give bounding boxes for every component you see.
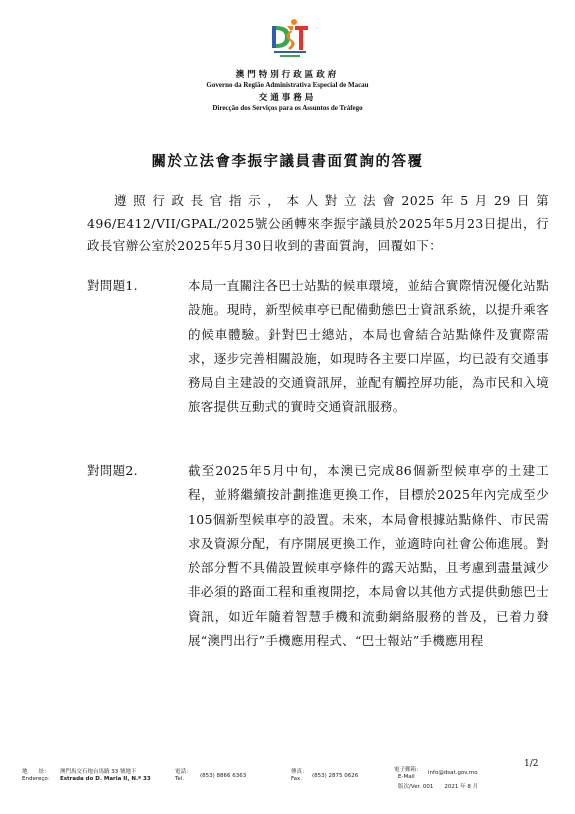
department-name-pt: Direcção dos Serviços para os Assuntos de Tráfego <box>212 104 363 112</box>
version-info: 版次/Ver. 001 2021 年 8 月 <box>398 784 479 790</box>
email-label: 電子郵箱： <box>394 767 422 773</box>
dsat-logo <box>270 18 310 60</box>
tel-label-pt: Tel. <box>175 776 185 782</box>
letterhead <box>0 70 575 113</box>
answer-2 <box>87 459 549 653</box>
email-label-pt: E-Mail <box>398 774 415 780</box>
address-zh: 澳門馬交石炮台馬路 33 號地下 <box>60 769 137 775</box>
tel-label: 電話： <box>175 769 192 775</box>
intro-text: 遵照行政長官指示，本人對立法會2025年5月29日第496/E412/VII/GPAL/2025號公函轉來李振宇議員於2025年5月23日提出，行政長官辦公室於2025年5月30日收到的書面質詢，回覆如下： <box>87 193 549 253</box>
footer <box>0 765 575 795</box>
address-label-pt: Endereço： <box>22 776 54 782</box>
email-address[interactable]: info@dsat.gov.mo <box>428 770 478 776</box>
government-name-pt: Governo da Região Administrativa Especial de Macau <box>206 81 369 89</box>
answer-1 <box>87 274 549 420</box>
page-number: 1/2 <box>524 759 539 769</box>
address-label: 地 址： <box>22 769 50 775</box>
answer-1-label: 對問題1. <box>87 278 138 293</box>
government-name-zh: 澳門特別行政區政府 <box>235 70 340 80</box>
answer-2-text: 截至2025年5月中旬，本澳已完成86個新型候車亭的土建工程，並將繼續按計劃推進更換工作，目標於2025年內完成至少105個新型候車亭的設置。未來，本局會根據站點條件、市民需求及資源分配，有序開展更換工作，並適時向社會公佈進展。對於部分暫不具備設置候車亭條件的露天站點，且考慮到盡量減少非必須的路面工程和重複開挖，本局會以其他方式提供動態巴士資訊，如近年隨着智慧手機和流動網絡服務的普及，已着力發展“澳門出行”手機應用程式、“巴士報站”手機應用程 <box>188 463 549 649</box>
department-name-zh: 交通事務局 <box>258 93 317 103</box>
document-title: 關於立法會李振宇議員書面質詢的答覆 <box>151 153 424 170</box>
answer-1-text: 本局一直關注各巴士站點的候車環境，並結合實際情況優化站點設施。現時，新型候車亭已配備動態巴士資訊系統，以提升乘客的候車體驗。針對巴士總站，本局也會結合站點條件及實際需求，逐步完善相關設施，如現時各主要口岸區，均已設有交通事務局自主建設的交通資訊屏，並配有觸控屏功能，為市民和入境旅客提供互動式的實時交通資訊服務。 <box>188 278 549 415</box>
answer-2-label: 對問題2. <box>87 463 138 478</box>
fax-label: 傳真： <box>291 769 308 775</box>
intro-paragraph <box>87 190 549 258</box>
tel-number: (853) 8866 6363 <box>200 773 247 779</box>
fax-label-pt: Fax. <box>291 776 303 782</box>
address-pt: Estrada do D. Maria II, N.º 33 <box>60 776 151 782</box>
fax-number: (853) 2875 0626 <box>312 773 359 779</box>
